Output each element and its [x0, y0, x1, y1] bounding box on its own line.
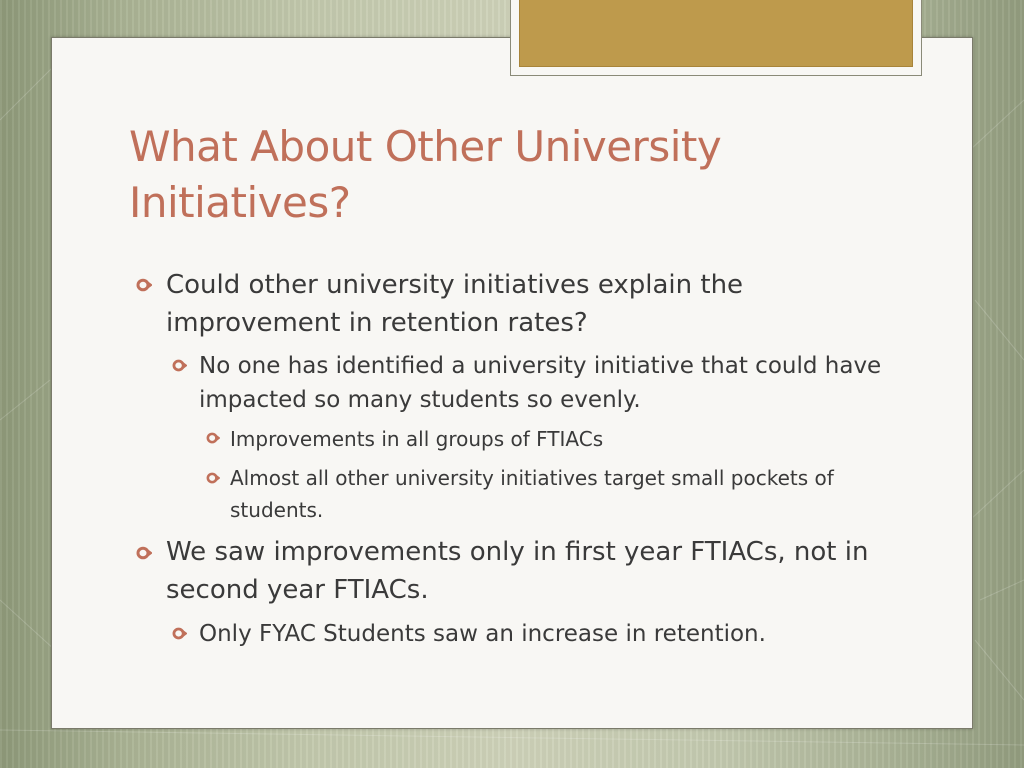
bullet-item: No one has identified a university initiative that could have impacted so many students so evenly. [199, 353, 882, 413]
bullet-item: Almost all other university initiatives target small pockets of students. [230, 466, 834, 522]
ring-bullet-icon [206, 432, 220, 444]
bullet-item: Improvements in all groups of FTIACs [230, 427, 604, 451]
ring-bullet-icon [136, 546, 152, 560]
ring-bullet-icon [136, 278, 152, 292]
ring-bullet-icon [172, 627, 187, 640]
accent-tab-fill [519, 0, 913, 67]
bullet-item: Could other university initiatives explain the improvement in retention rates? [166, 270, 744, 338]
accent-tab [510, 0, 922, 76]
ring-bullet-icon [172, 359, 187, 372]
slide-title: What About Other University Initiatives? [129, 122, 722, 227]
bullet-item: Only FYAC Students saw an increase in retention. [199, 621, 766, 647]
ring-bullet-icon [206, 472, 220, 484]
bullet-item: We saw improvements only in first year FTIACs, not in second year FTIACs. [166, 537, 869, 605]
